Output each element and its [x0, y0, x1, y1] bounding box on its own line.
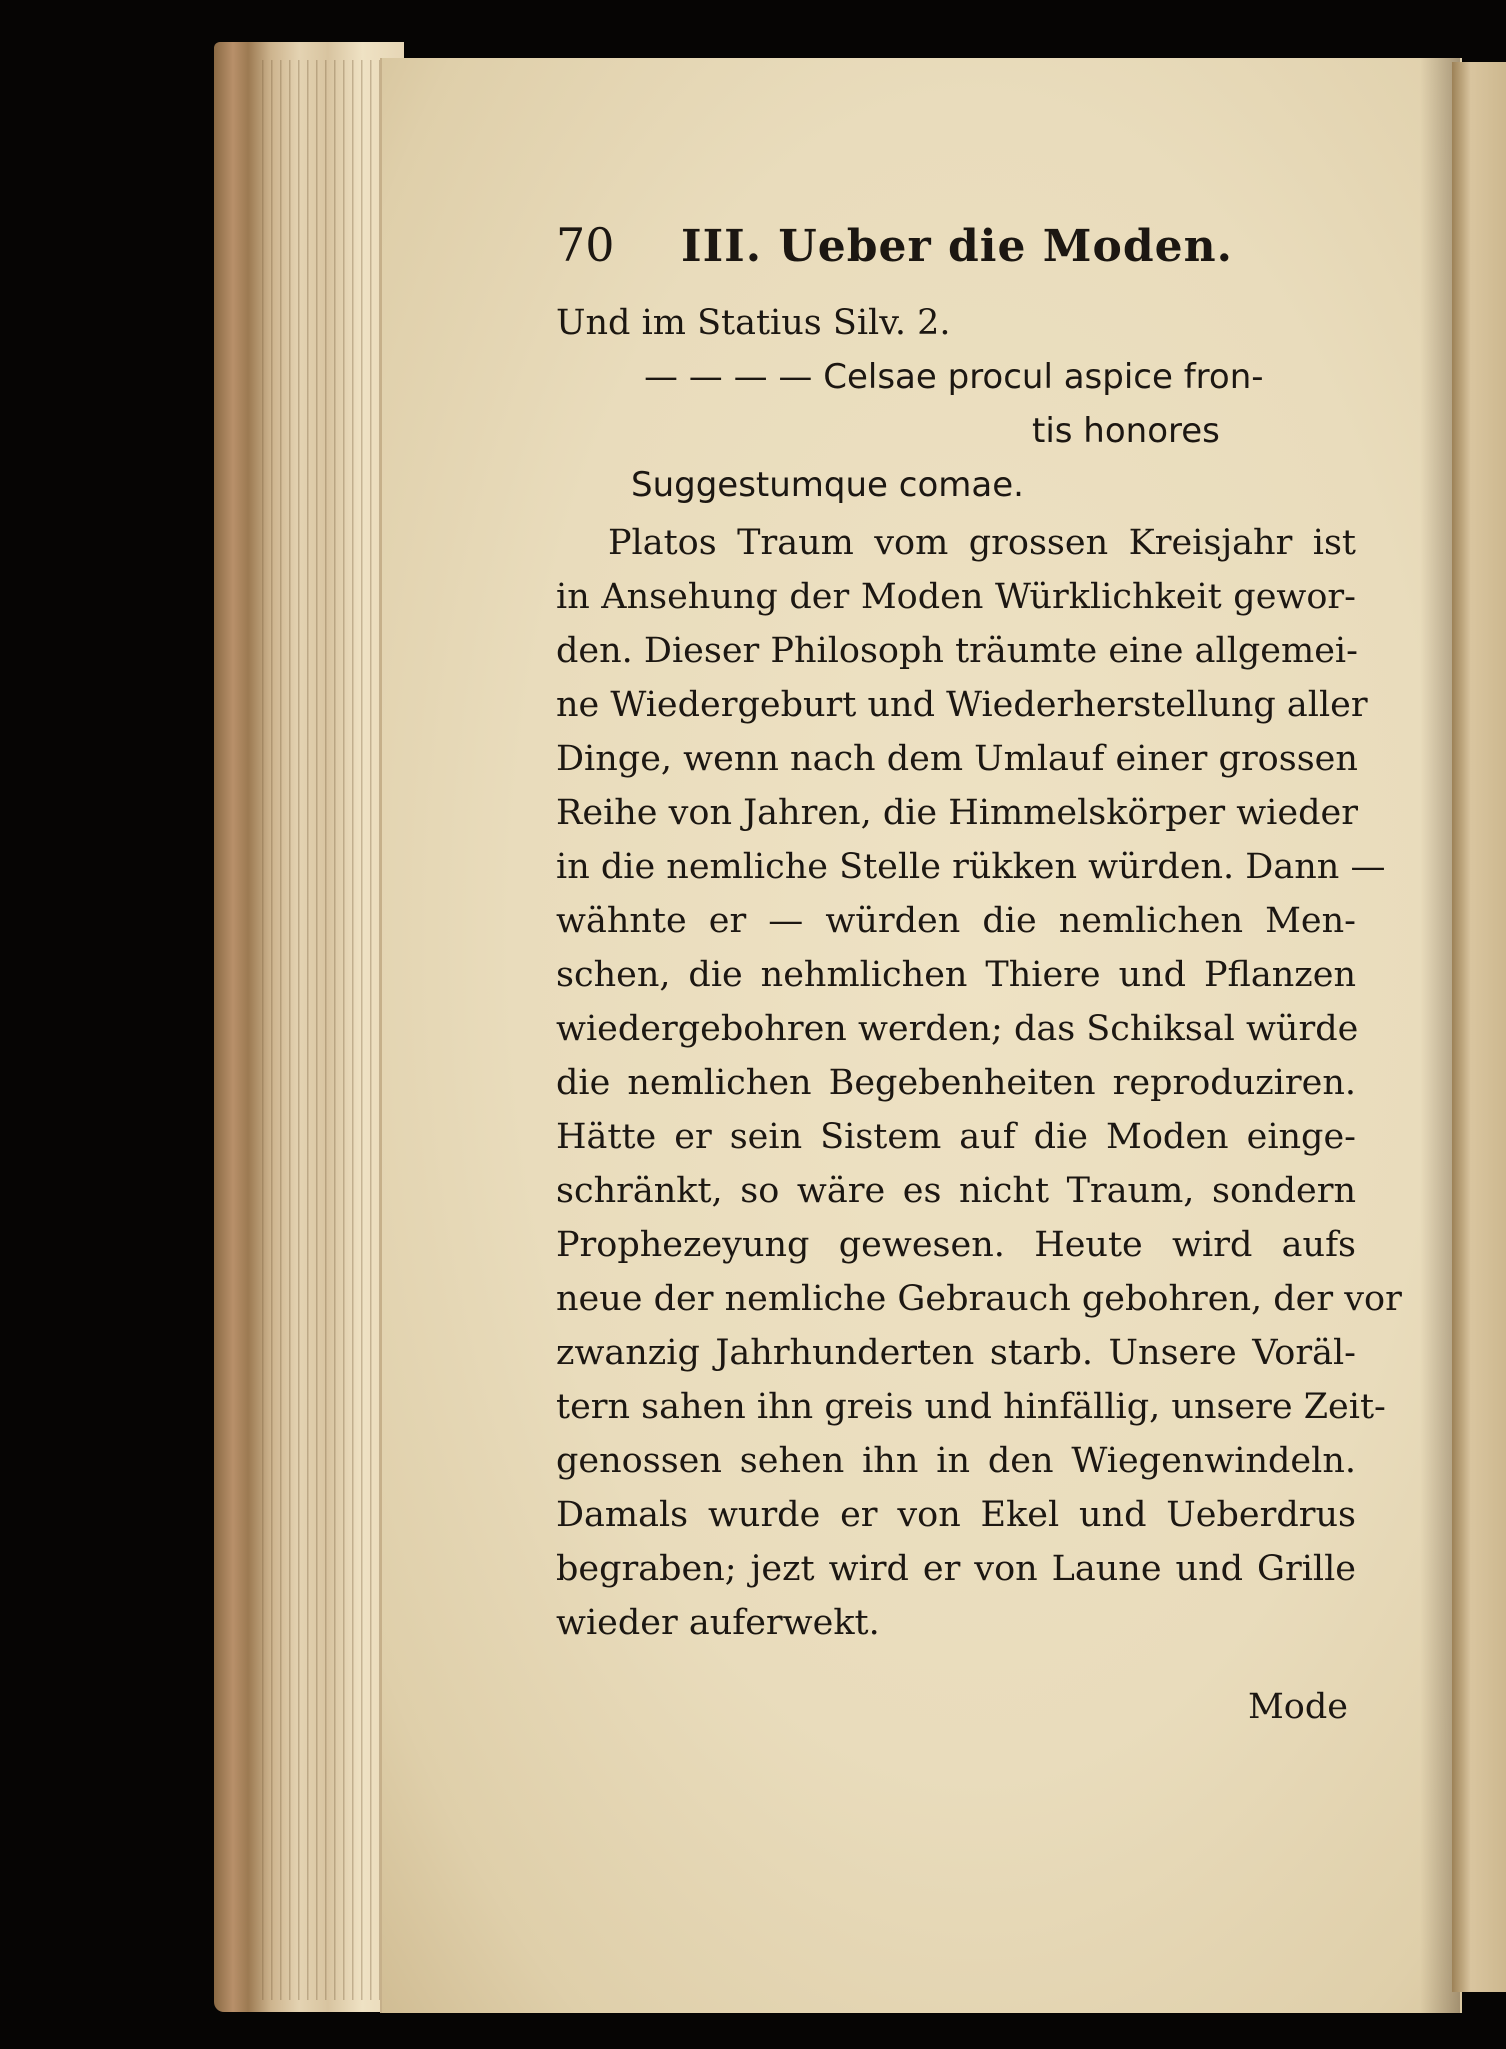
- text-line: in die nemliche Stelle rükken würden. Dann —: [556, 847, 1386, 887]
- running-title: III. Ueber die Moden.: [681, 221, 1233, 272]
- text-line: wiedergebohren werden; das Schiksal würde: [556, 1009, 1359, 1049]
- text-line: ne Wiedergeburt und Wiederherstellung aller: [556, 685, 1368, 725]
- page-number: 70: [556, 218, 615, 272]
- text-line: den. Dieser Philosoph träumte eine allgemei-: [556, 631, 1358, 671]
- text-line: Damals wurde er von Ekel und Ueberdrus: [556, 1495, 1356, 1535]
- text-line: Dinge, wenn nach dem Umlauf einer grossen: [556, 739, 1358, 779]
- page-content: [556, 218, 1402, 1734]
- text-line: tern sahen ihn greis und hinfällig, unsere Zeit-: [556, 1387, 1386, 1427]
- text-line: schen, die nehmlichen Thiere und Pflanzen: [556, 955, 1356, 995]
- quote-source: Und im Statius Silv. 2.: [556, 303, 951, 343]
- text-line: wähnte er — würden die nemlichen Men-: [556, 901, 1356, 941]
- text-line: zwanzig Jahrhunderten starb. Unsere Voräl-: [556, 1333, 1356, 1373]
- text-line: neue der nemliche Gebrauch gebohren, der vor: [556, 1279, 1402, 1319]
- text-line: Hätte er sein Sistem auf die Moden einge-: [556, 1117, 1356, 1157]
- text-line: genossen sehen ihn in den Wiegenwindeln.: [556, 1441, 1356, 1481]
- text-line: Platos Traum vom grossen Kreisjahr ist: [608, 523, 1356, 563]
- catchword: Mode: [1247, 1687, 1348, 1727]
- text-line: Reihe von Jahren, die Himmelskörper wieder: [556, 793, 1358, 833]
- page-edge-lines: [262, 60, 392, 2000]
- text-line: in Ansehung der Moden Würklichkeit gewor-: [556, 577, 1356, 617]
- verse-line-2: tis honores: [1032, 411, 1220, 451]
- verse-line-3: Suggestumque comae.: [631, 465, 1024, 505]
- facing-page-sliver: [1452, 62, 1506, 1992]
- text-line: schränkt, so wäre es nicht Traum, sondern: [556, 1171, 1356, 1211]
- text-line: Prophezeyung gewesen. Heute wird aufs: [556, 1225, 1356, 1265]
- body-paragraph: [556, 516, 1402, 1650]
- text-line: begraben; jezt wird er von Laune und Grille: [556, 1549, 1356, 1589]
- running-header: [556, 218, 1356, 288]
- verse-line-1: — — — — Celsae procul aspice fron-: [644, 357, 1264, 397]
- text-line: die nemlichen Begebenheiten reproduziren.: [556, 1063, 1356, 1103]
- text-line: wieder auferwekt.: [556, 1603, 880, 1643]
